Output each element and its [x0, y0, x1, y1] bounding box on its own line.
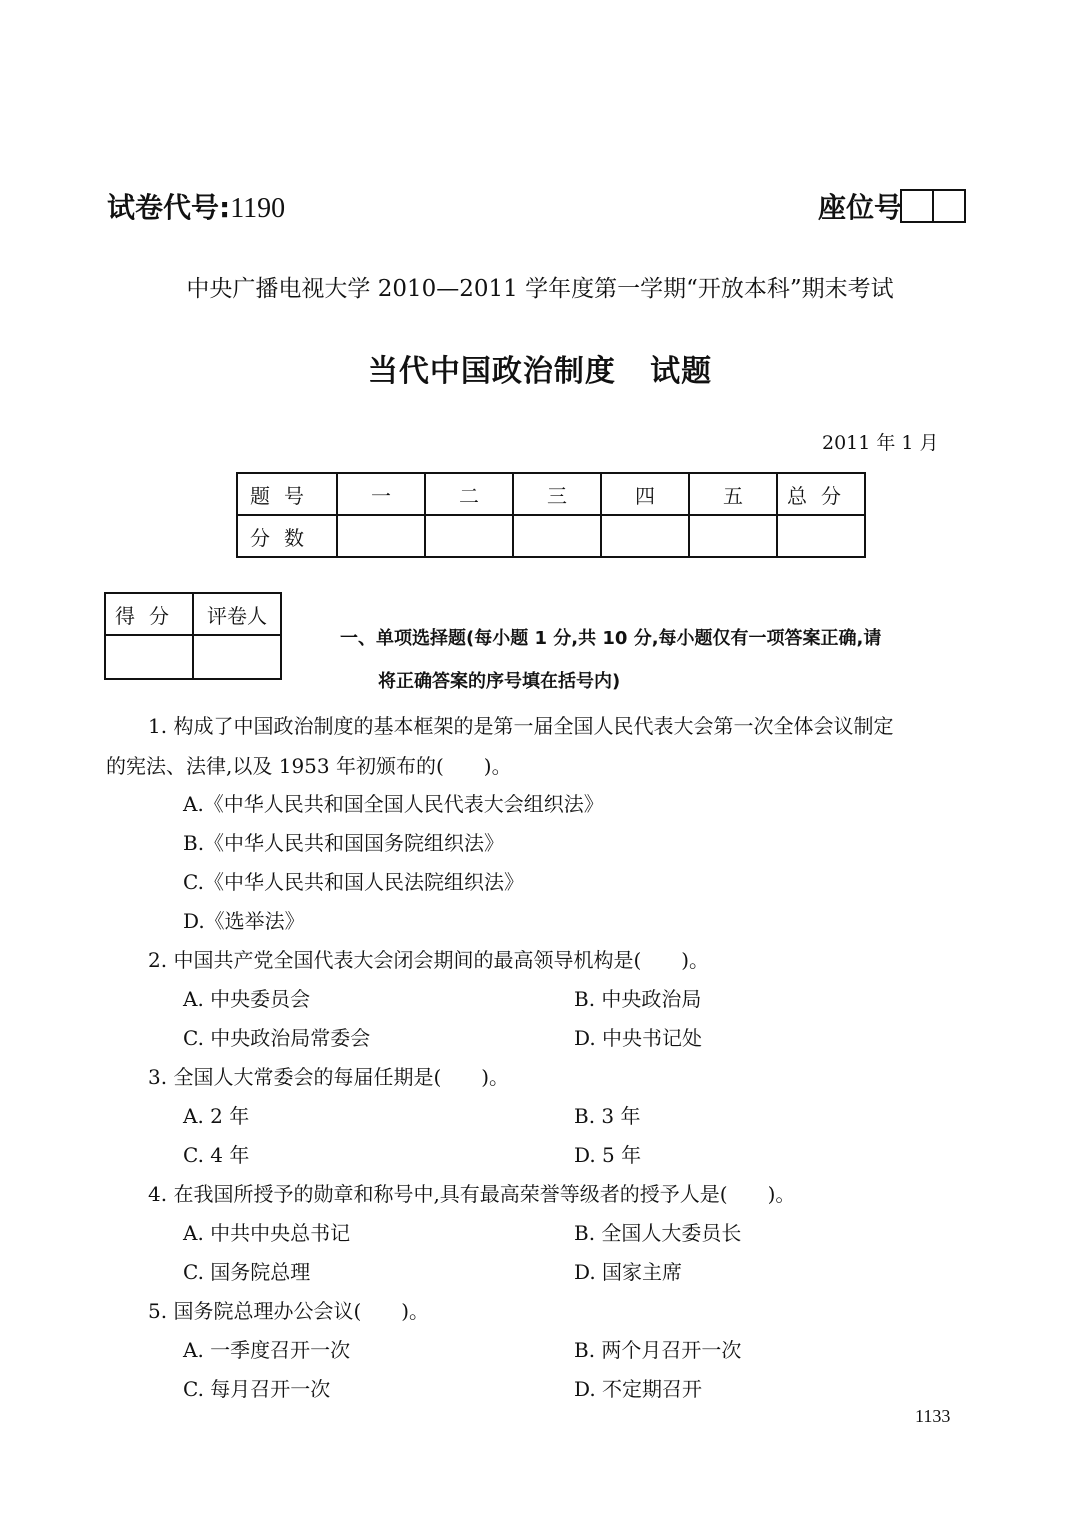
seat-number-label: 座位号 — [818, 191, 903, 224]
option: D. 中央书记处 — [574, 1026, 703, 1050]
score-cell — [689, 515, 777, 557]
option: A. 中共中央总书记 — [183, 1221, 351, 1245]
grader-score-label: 得分 — [105, 593, 193, 635]
option: C. 中央政治局常委会 — [183, 1026, 371, 1050]
option: D. 国家主席 — [574, 1260, 683, 1284]
score-table-col: 五 — [689, 473, 777, 515]
page-number: 1133 — [915, 1406, 951, 1426]
exam-date: 2011 年 1 月 — [822, 432, 939, 454]
grader-name-label: 评卷人 — [193, 593, 281, 635]
exam-subtitle: 中央广播电视大学 2010—2011 学年度第一学期“开放本科”期末考试 — [186, 276, 894, 302]
score-cell — [425, 515, 513, 557]
score-table-col: 总分 — [777, 473, 865, 515]
option: A.《中华人民共和国全国人民代表大会组织法》 — [183, 792, 604, 816]
score-table-header-row — [237, 473, 865, 515]
option: D.《选举法》 — [183, 909, 305, 933]
exam-code — [107, 186, 285, 226]
option: C.《中华人民共和国人民法院组织法》 — [183, 870, 524, 894]
score-table — [236, 472, 866, 558]
exam-code-label: 试卷代号: — [107, 191, 231, 224]
option: A. 2 年 — [183, 1104, 250, 1128]
score-table-row-label: 分数 — [237, 515, 337, 557]
score-cell — [513, 515, 601, 557]
option: B.《中华人民共和国国务院组织法》 — [183, 831, 505, 855]
option: C. 4 年 — [183, 1143, 250, 1167]
option: B. 全国人大委员长 — [574, 1221, 742, 1245]
question-3: 3. 全国人大常委会的每届任期是( )。 — [148, 1065, 510, 1089]
option: D. 不定期召开 — [574, 1377, 703, 1401]
option: B. 3 年 — [574, 1104, 641, 1128]
question-2: 2. 中国共产党全国代表大会闭会期间的最高领导机构是( )。 — [148, 948, 710, 972]
option: C. 每月召开一次 — [183, 1377, 331, 1401]
option: B. 两个月召开一次 — [574, 1338, 742, 1362]
score-table-col: 二 — [425, 473, 513, 515]
option: A. 中央委员会 — [183, 987, 311, 1011]
score-cell — [777, 515, 865, 557]
grader-table — [104, 592, 282, 680]
option: C. 国务院总理 — [183, 1260, 311, 1284]
score-table-score-row — [237, 515, 865, 557]
grader-name-cell — [193, 635, 281, 679]
seat-number-box — [932, 189, 966, 223]
question-1-cont: 的宪法、法律,以及 1953 年初颁布的( )。 — [106, 754, 512, 778]
exam-title: 当代中国政治制度 试题 — [367, 354, 713, 389]
score-table-col: 三 — [513, 473, 601, 515]
option: D. 5 年 — [574, 1143, 642, 1167]
section-heading-cont: 将正确答案的序号填在括号内) — [378, 671, 621, 692]
seat-number — [818, 186, 966, 226]
grader-score-cell — [105, 635, 193, 679]
option: A. 一季度召开一次 — [183, 1338, 351, 1362]
score-cell — [601, 515, 689, 557]
score-table-col: 四 — [601, 473, 689, 515]
question-4: 4. 在我国所授予的勋章和称号中,具有最高荣誉等级者的授予人是( )。 — [148, 1182, 796, 1206]
exam-code-value: 1190 — [230, 193, 286, 224]
score-cell — [337, 515, 425, 557]
section-heading: 一、单项选择题(每小题 1 分,共 10 分,每小题仅有一项答案正确,请 — [340, 628, 882, 649]
score-table-row-label: 题号 — [237, 473, 337, 515]
seat-number-box — [900, 189, 934, 223]
score-table-col: 一 — [337, 473, 425, 515]
question-5: 5. 国务院总理办公会议( )。 — [148, 1299, 430, 1323]
option: B. 中央政治局 — [574, 987, 702, 1011]
question-1: 1. 构成了中国政治制度的基本框架的是第一届全国人民代表大会第一次全体会议制定 — [148, 714, 894, 738]
